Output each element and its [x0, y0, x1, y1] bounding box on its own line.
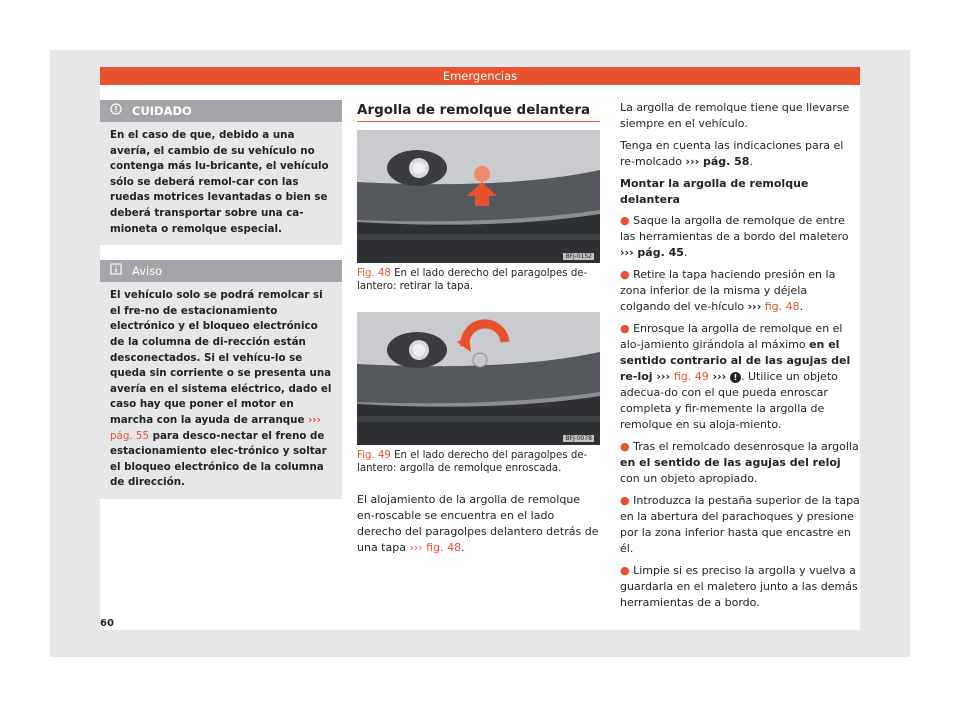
figure-48-caption — [357, 267, 600, 294]
list-item-text: Introduzca la pestaña superior de la tapa en la abertura del parachoques y presione por la zona inferior hasta que encastre en él. — [620, 494, 860, 555]
figure-caption-text: En el lado derecho del paragolpes de-lantero: retirar la tapa. — [357, 268, 588, 293]
notice-text-part: para desco-nectar el freno de estacionamiento elec-trónico y soltar el bloqueo electrónico de la columna de dirección. — [110, 429, 327, 489]
list-item-text: Enrosque la argolla de remolque en el alo-jamiento girándola al máximo — [620, 322, 843, 351]
list-item-text: Tras el remolcado desenrosque la argolla — [633, 440, 859, 453]
bullet-icon: ● — [620, 268, 630, 281]
notice-heading: Aviso — [132, 264, 163, 279]
link-arrow[interactable]: ››› — [652, 370, 674, 383]
figure-48-image — [357, 130, 600, 263]
page-reference-link[interactable]: ››› pág. 45 — [620, 246, 684, 259]
list-item-text: Retire la tapa haciendo presión en la zona inferior de la misma y déjela colgando del ve-hículo — [620, 268, 836, 313]
bullet-icon: ● — [620, 214, 630, 227]
bullet-icon: ● — [620, 322, 630, 335]
list-item-text: . Utilice un objeto adecua-do con el que pueda enroscar completa y fir-memente la argolla de remolque en su aloja-miento. — [620, 370, 838, 431]
page-reference-link[interactable]: ››› pág. 58 — [685, 155, 750, 168]
list-item — [620, 267, 860, 315]
paragraph-text: Tenga en cuenta las indicaciones para el re-molcado — [620, 139, 844, 168]
paragraph-text: . — [749, 155, 753, 168]
section-rule — [357, 121, 600, 122]
caution-heading: CUIDADO — [132, 104, 192, 118]
figure-reference-link[interactable]: fig. 49 — [673, 370, 709, 383]
warning-circle-icon — [110, 100, 122, 122]
figure-label: Fig. 49 — [357, 449, 391, 461]
list-item-text: con un objeto apropiado. — [620, 472, 758, 485]
chapter-header: Emergencias — [100, 67, 860, 85]
figure-49-image — [357, 312, 600, 445]
towing-eye-location-paragraph — [357, 492, 600, 556]
link-arrow[interactable]: ››› — [308, 413, 321, 426]
list-item — [620, 563, 860, 611]
info-icon — [110, 260, 122, 282]
figure-code: BFJ-0152 — [565, 253, 592, 260]
caution-header — [100, 100, 342, 122]
warning-number-icon[interactable]: ! — [730, 372, 741, 383]
figure-caption-text: En el lado derecho del paragolpes de-lantero: argolla de remolque enroscada. — [357, 449, 588, 475]
notice-header — [100, 260, 342, 282]
middle-column — [357, 100, 600, 556]
figure-49-caption — [357, 449, 600, 476]
notice-box — [100, 260, 342, 499]
paragraph-text: El alojamiento de la argolla de remolque en-roscable se encuentra en el lado derecho del paragolpes delantero detrás de una tapa — [357, 492, 599, 554]
list-item-text: . — [683, 246, 688, 259]
list-item — [620, 213, 860, 261]
figure-code: BFJ-0078 — [565, 434, 592, 442]
notice-text-part: El vehículo solo se podrá remolcar si el fre-no de estacionamiento electrónico y el bloqueo electrónico de la columna de di-rección están desconectados. Si el vehícu-lo se queda sin corriente o se presenta una avería en el sistema eléctrico, dado el caso hay que poner el motor en marcha con la ayuda de arranque — [110, 289, 332, 426]
list-item-text: Saque la argolla de remolque de entre las herramientas de a bordo del maletero — [620, 214, 849, 243]
figure-label: Fig. 48 — [357, 268, 391, 279]
list-item-text: . — [799, 300, 804, 313]
list-item-emphasis: en el sentido de las agujas del reloj — [620, 456, 841, 469]
link-arrow[interactable]: ››› — [708, 370, 730, 383]
towing-note-paragraph — [620, 138, 860, 170]
list-item — [620, 321, 860, 433]
bullet-icon: ● — [620, 494, 630, 507]
right-column — [620, 100, 860, 617]
page-number: 60 — [100, 618, 114, 629]
link-arrow[interactable]: ››› — [747, 300, 762, 313]
bullet-icon: ● — [620, 564, 630, 577]
section-title: Argolla de remolque delantera — [357, 102, 591, 118]
intro-paragraph: La argolla de remolque tiene que llevarse siempre en el vehículo. — [620, 101, 850, 130]
caution-text: En el caso de que, debido a una avería, el cambio de su vehículo no contenga más lu-bricante, el vehículo sólo se deberá remol-car con las ruedas motrices levantadas o bien se deberá transportar sobre una ca-mioneta o remolque especial. — [110, 129, 329, 235]
bullet-icon: ● — [620, 440, 630, 453]
figure-reference-link[interactable]: fig. 48 — [764, 300, 800, 313]
paragraph-text: . — [461, 540, 465, 554]
notice-text — [100, 282, 342, 499]
left-column — [100, 100, 342, 499]
list-item — [620, 493, 860, 557]
procedure-heading: Montar la argolla de remolque delantera — [620, 177, 809, 206]
link-arrow[interactable]: ››› — [409, 540, 423, 554]
page-reference-link[interactable]: pág. 55 — [110, 429, 150, 442]
list-item-emphasis: en el sentido contrario al de las agujas del re-loj — [620, 338, 851, 383]
list-item-text: Limpie si es preciso la argolla y vuelva a guardarla en el maletero junto a las demás herramientas de a bordo. — [620, 564, 858, 609]
list-item — [620, 439, 860, 487]
caution-box — [100, 100, 342, 245]
figure-reference-link[interactable]: fig. 48 — [426, 540, 462, 554]
